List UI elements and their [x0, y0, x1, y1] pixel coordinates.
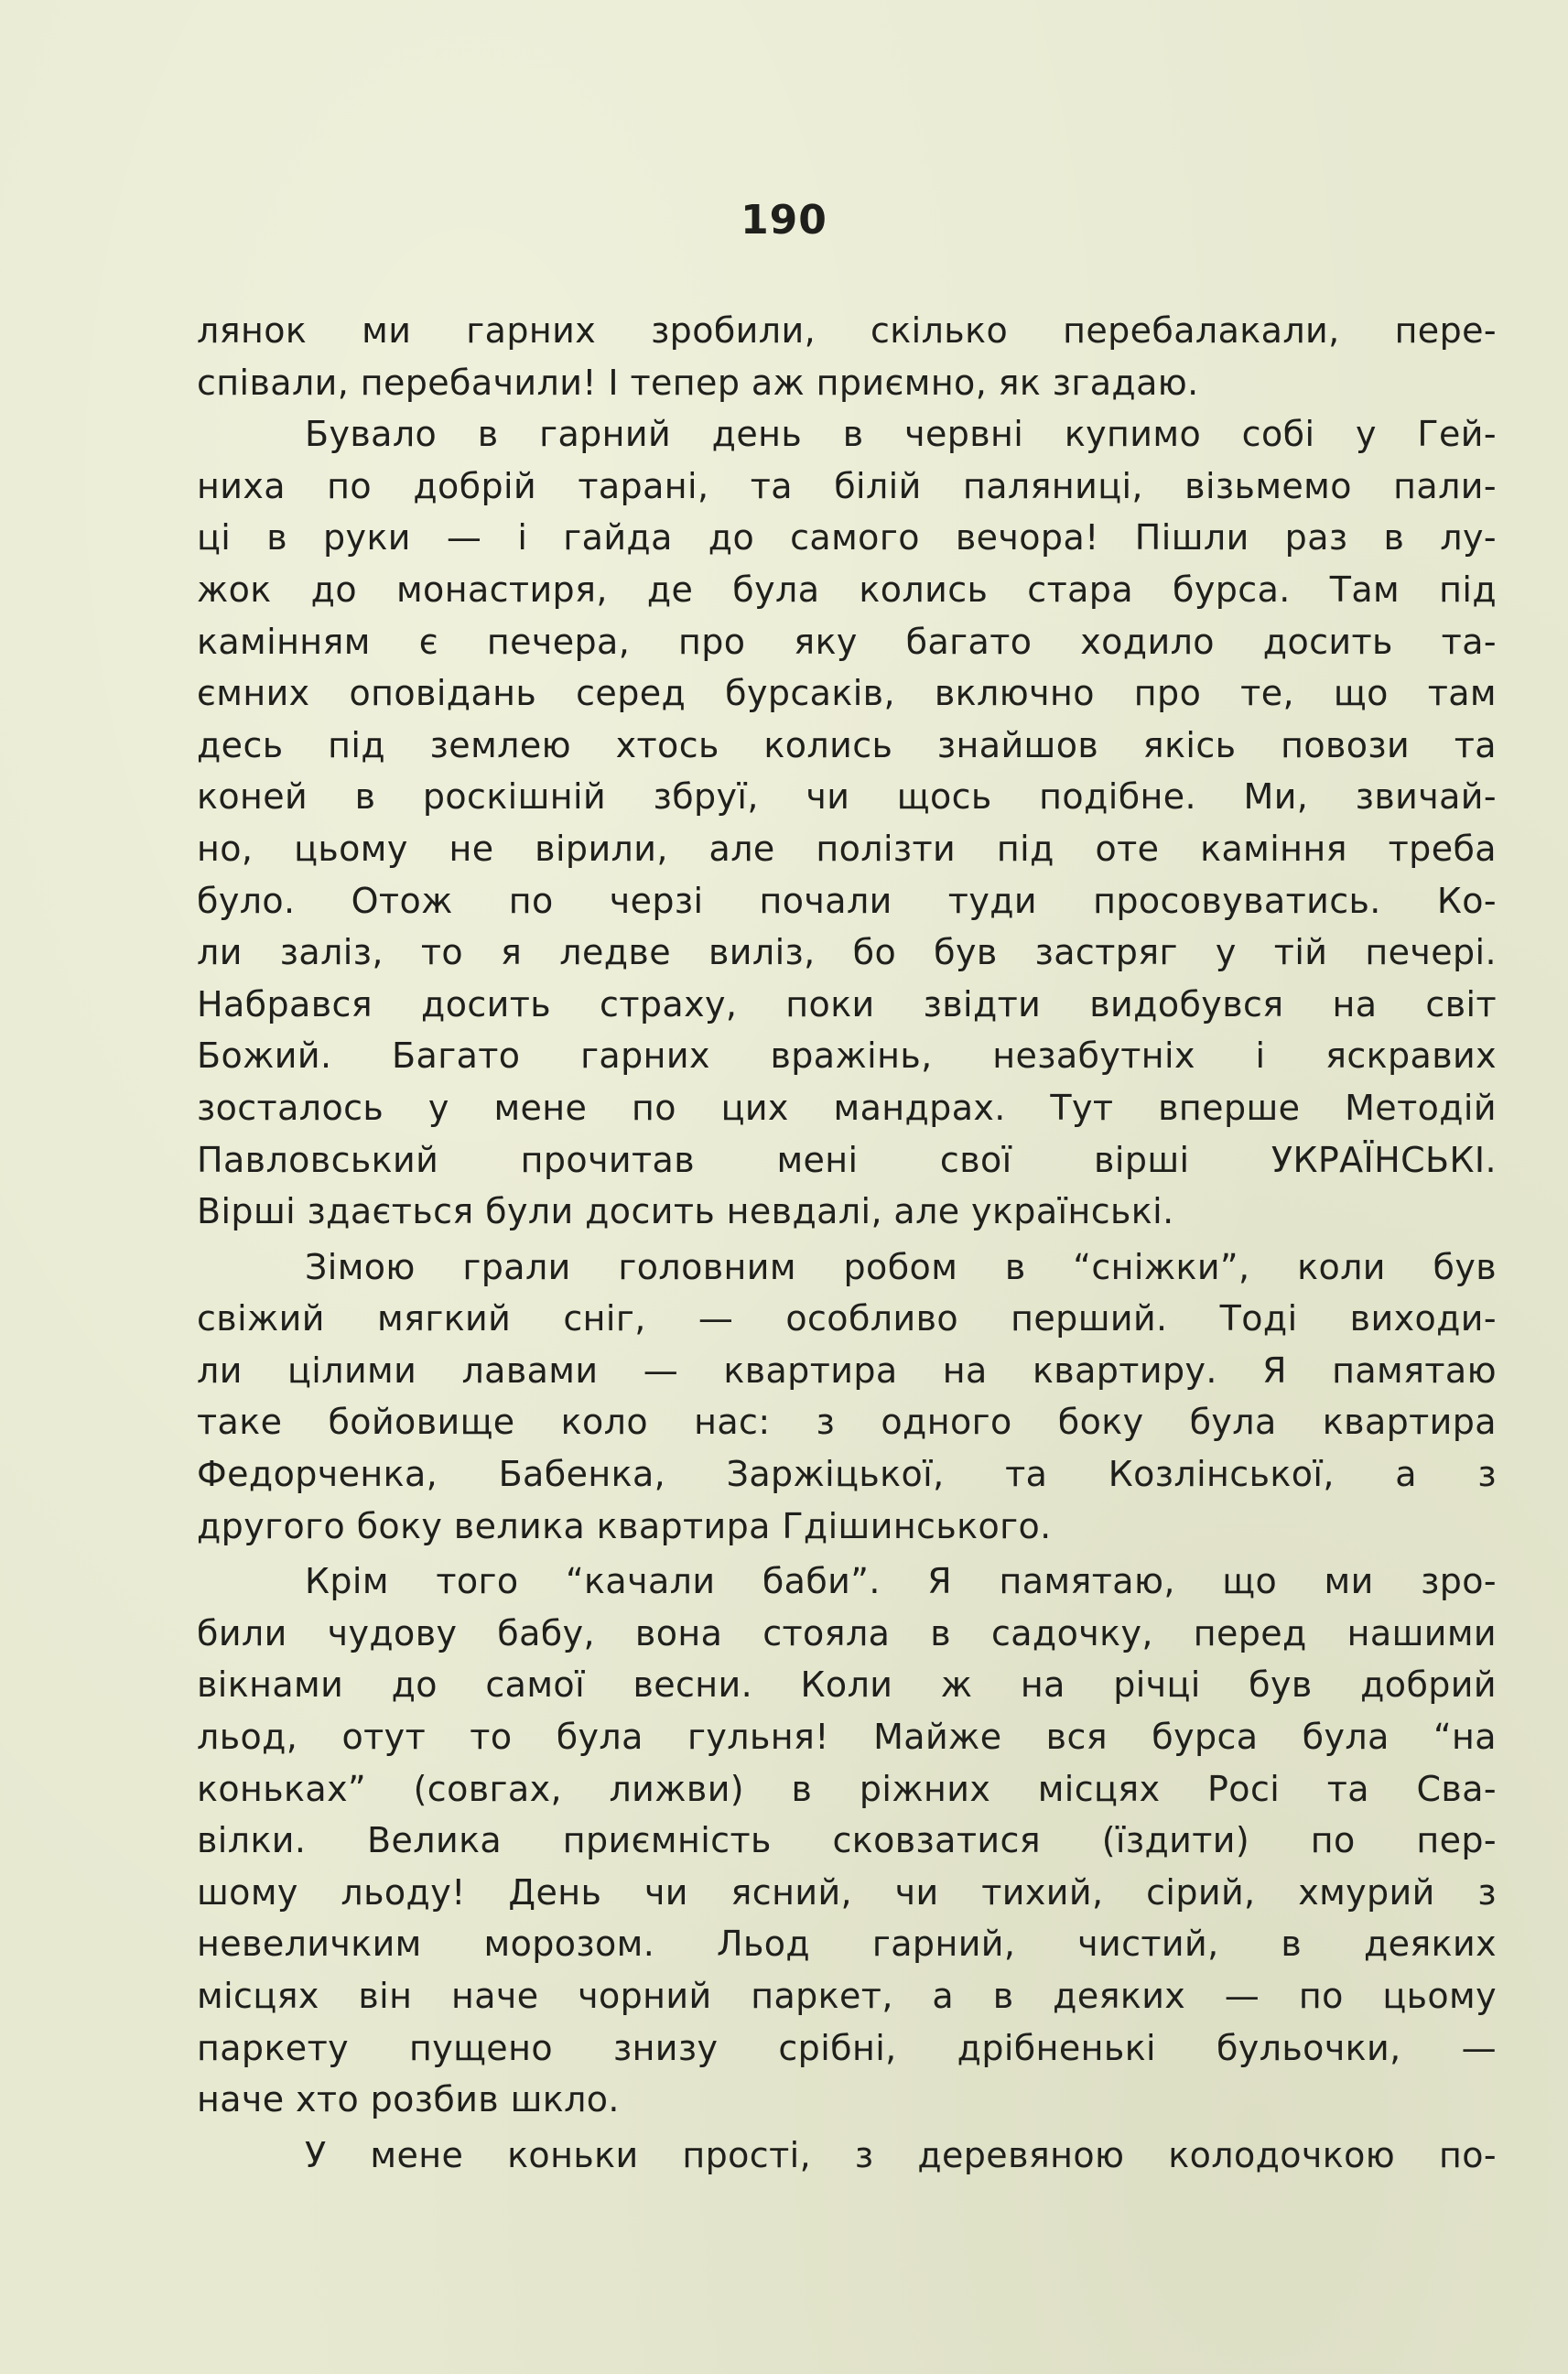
text-line: ці в руки — і гайда до самого вечора! Пішли раз в лу-: [197, 517, 1497, 558]
text-line: вілки. Велика приємність сковзатися (їздити) по пер-: [197, 1820, 1497, 1861]
text-line: Федорченка, Бабенка, Заржіцької, та Козлінської, а з: [197, 1454, 1497, 1495]
text-line: ємних оповідань серед бурсаків, включно про те, що там: [197, 673, 1497, 714]
text-line: десь під землею хтось колись знайшов якісь повози та: [197, 724, 1497, 765]
text-line: вікнами до самої весни. Коли ж на річці був добрий: [197, 1664, 1497, 1706]
text-line: свіжий мягкий сніг, — особливо перший. Тоді виходи-: [197, 1298, 1497, 1339]
text-line: ли заліз, то я ледве виліз, бо був застряг у тій печері.: [197, 932, 1497, 973]
text-line: таке бойовище коло нас: з одного боку була квартира: [197, 1402, 1497, 1443]
text-line: камінням є печера, про яку багато ходило досить та-: [197, 621, 1497, 662]
text-line: коньках” (совгах, лижви) в ріжних місцях Росі та Сва-: [197, 1768, 1497, 1809]
body-text: [197, 305, 1497, 2181]
text-line: Вірші здається були досить невдалі, але українські.: [197, 1191, 1174, 1232]
text-line: жок до монастиря, де була колись стара бурса. Там під: [197, 569, 1497, 610]
text-line: співали, перебачили! І тепер аж приємно, як згадаю.: [197, 362, 1199, 403]
text-line: місцях він наче чорний паркет, а в деяких — по цьому: [197, 1976, 1497, 2016]
text-line: но, цьому не вірили, але полізти під оте каміння треба: [197, 828, 1497, 869]
paragraph-start-line: Крім того “качали баби”. Я памятаю, що ми зро-: [305, 1561, 1497, 1602]
paragraph-start-line: Бувало в гарний день в червні купимо собі у Гей-: [305, 414, 1497, 455]
paragraph-start-line: Зімою грали головним робом в “сніжки”, коли був: [305, 1246, 1497, 1287]
page-number: 190: [741, 197, 827, 244]
text-line: коней в роскішній збруї, чи щось подібне. Ми, звичай-: [197, 776, 1497, 818]
text-line: ниха по добрій тарані, та білій паляниці, візьмемо пали-: [197, 465, 1497, 506]
text-line: льод, отут то була гульня! Майже вся бурса була “на: [197, 1717, 1497, 1758]
text-line: ли цілими лавами — квартира на квартиру. Я памятаю: [197, 1350, 1497, 1391]
text-line: шому льоду! День чи ясний, чи тихий, сірий, хмурий з: [197, 1871, 1497, 1913]
text-line: зосталось у мене по цих мандрах. Тут вперше Методій: [197, 1087, 1497, 1128]
text-line: другого боку велика квартира Гдішинського.: [197, 1505, 1052, 1546]
text-line: били чудову бабу, вона стояла в садочку, перед нашими: [197, 1612, 1497, 1653]
text-line: Божий. Багато гарних вражінь, незабутніх і яскравих: [197, 1035, 1497, 1077]
text-line: Набрався досить страху, поки звідти видобувся на світ: [197, 983, 1497, 1024]
text-line: Павловський прочитав мені свої вірші УКРАЇНСЬКІ.: [197, 1139, 1497, 1180]
paragraph-start-line: У мене коньки прості, з деревяною колодочкою по-: [305, 2134, 1497, 2175]
text-line: лянок ми гарних зробили, скілько перебалакали, пере-: [197, 310, 1497, 351]
text-line: наче хто розбив шкло.: [197, 2079, 620, 2120]
text-line: паркету пущено знизу срібні, дрібненькі бульочки, —: [197, 2027, 1497, 2068]
text-line: невеличким морозом. Льод гарний, чистий, в деяких: [197, 1924, 1497, 1965]
text-line: було. Отож по черзі почали туди просовуватись. Ко-: [197, 880, 1497, 921]
